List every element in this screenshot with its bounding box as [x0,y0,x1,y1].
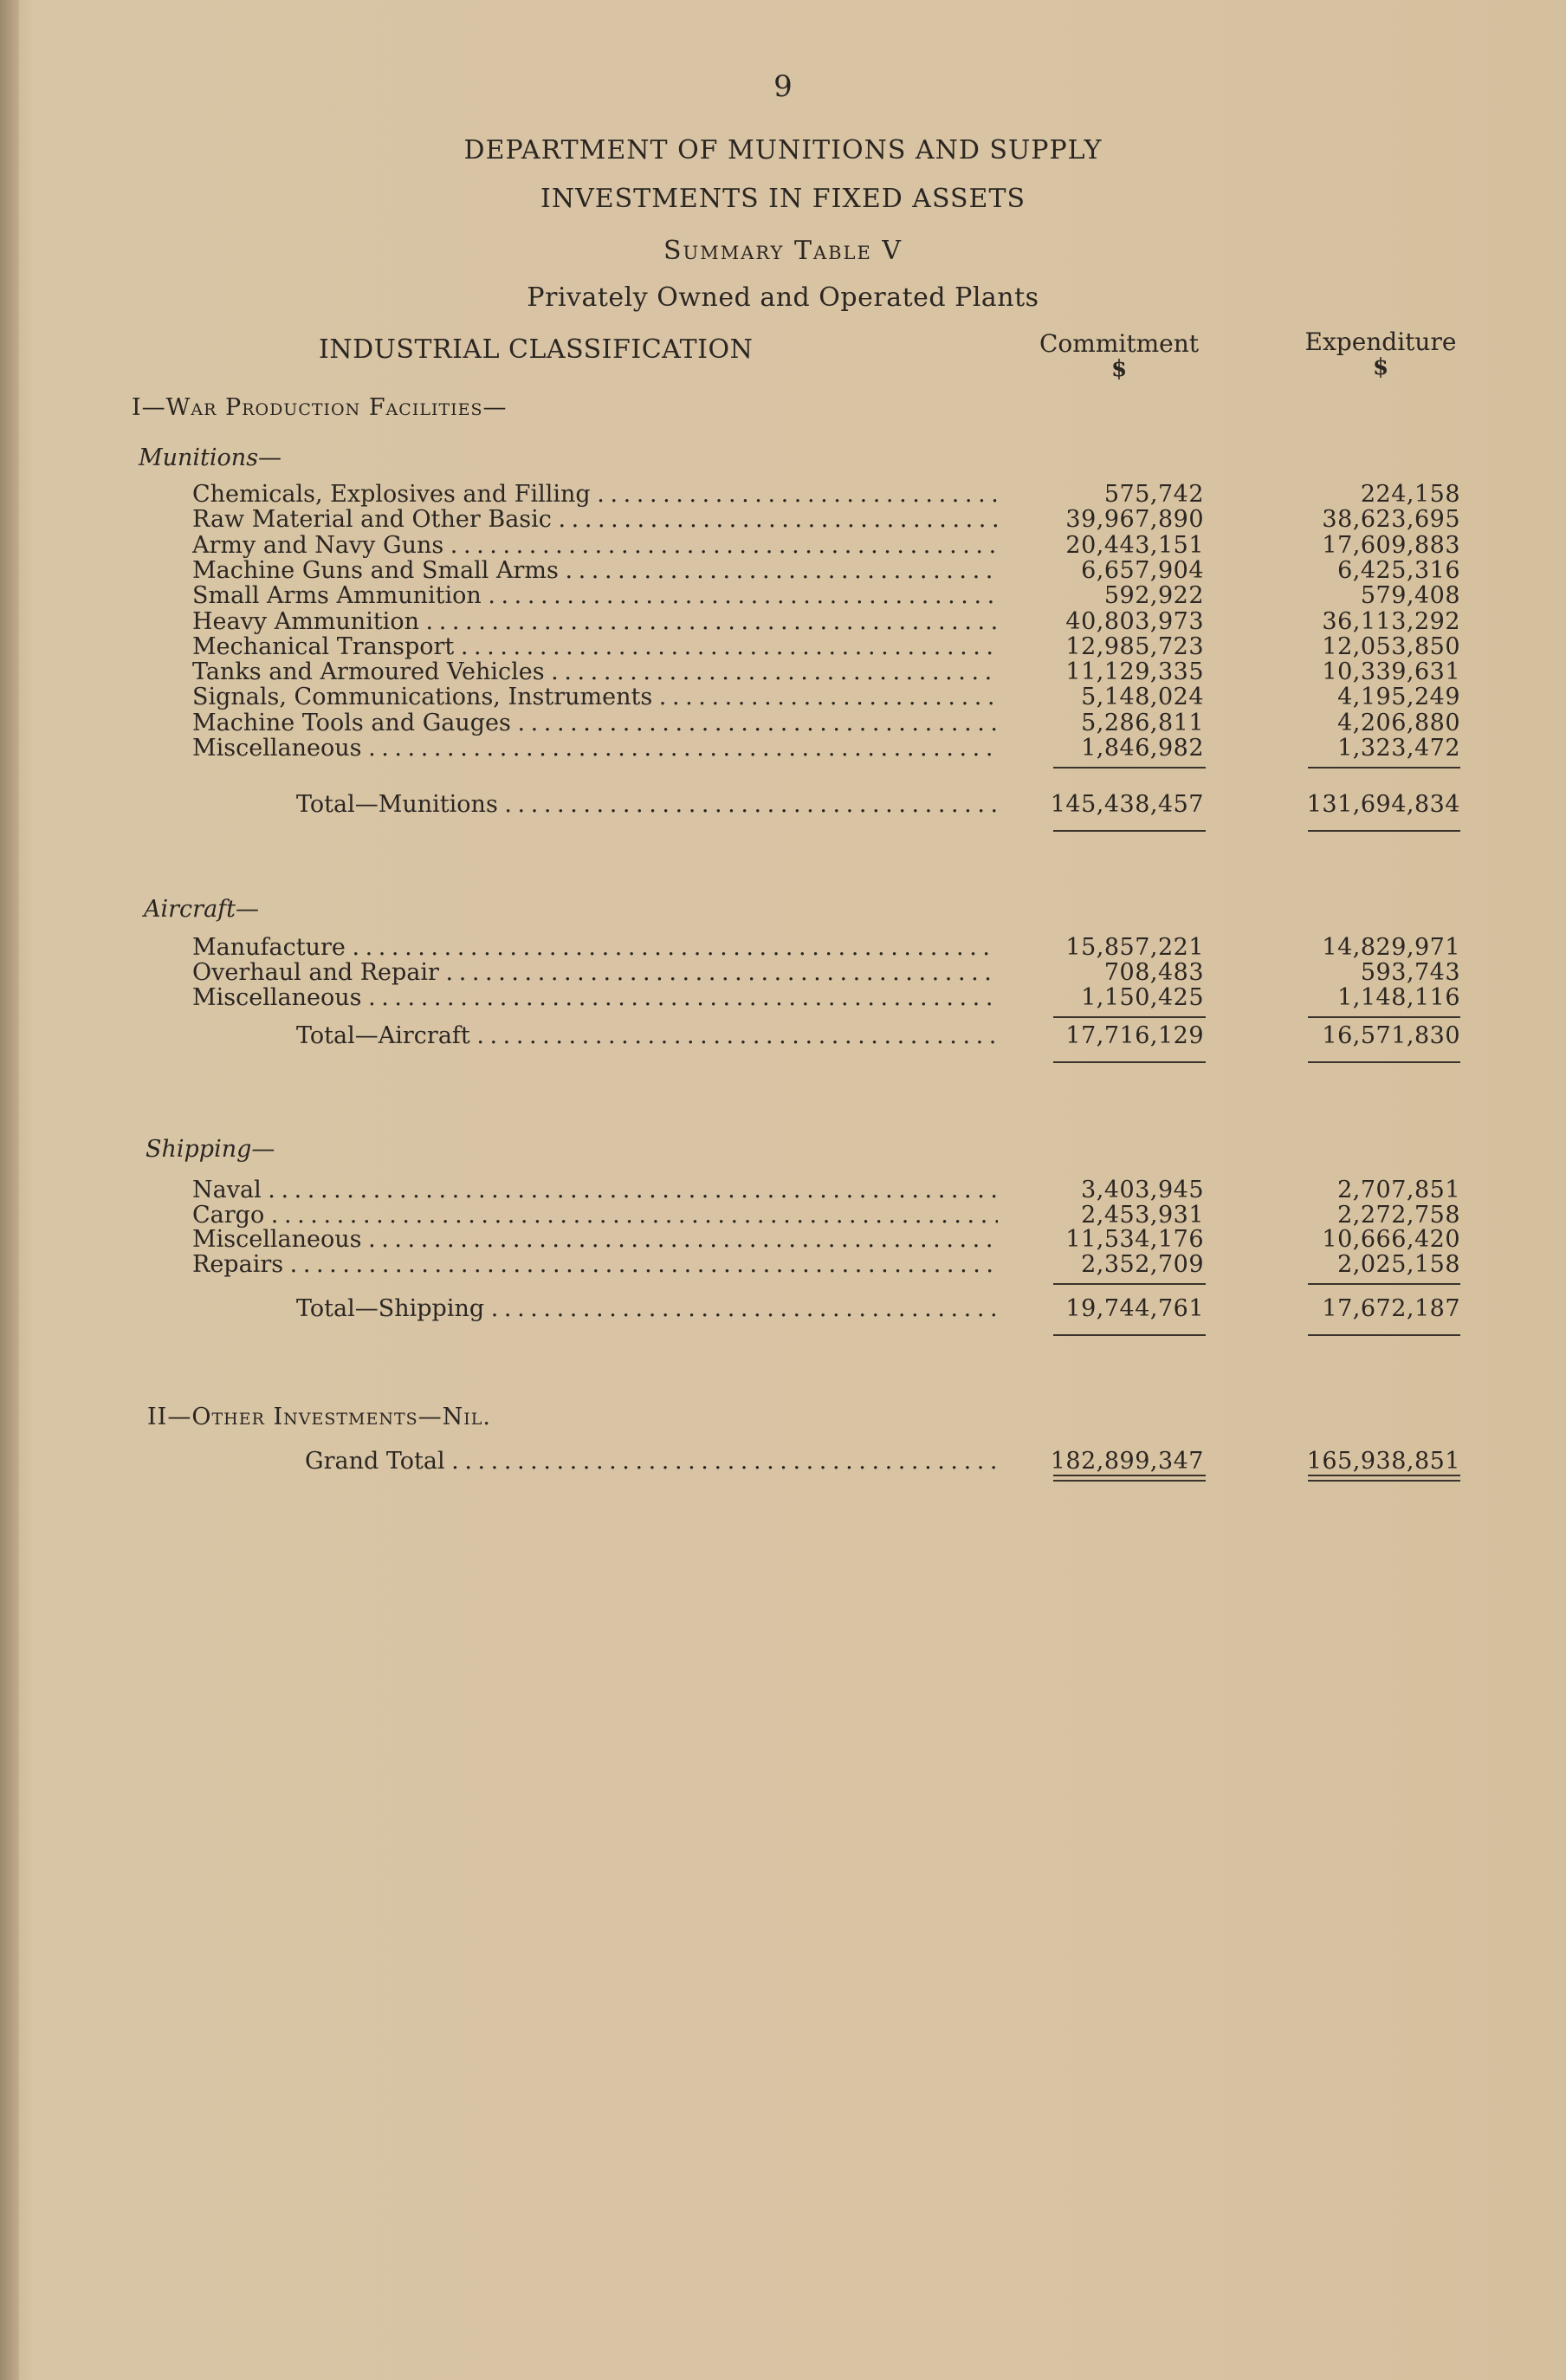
expenditure-value: 579,408 [1360,582,1460,610]
table-row [0,507,1566,532]
table-row [0,1203,1566,1228]
row-label: Manufacture . . . [192,935,998,960]
expenditure-value: 14,829,971 [1322,934,1460,961]
row-label: Signals, Communications, Instruments . . . [192,684,998,710]
commitment-value: 182,899,347 [1050,1448,1204,1475]
expenditure-value: 2,707,851 [1337,1177,1460,1203]
subtotal-rule-expenditure [1308,767,1460,768]
commitment-value: 19,744,761 [1065,1295,1204,1322]
expenditure-value: 1,148,116 [1337,984,1460,1011]
commitment-value: 15,857,221 [1065,934,1204,961]
table-row [0,1252,1566,1277]
table-row [0,609,1566,634]
table-row [0,634,1566,659]
commitment-value: 11,534,176 [1065,1226,1204,1254]
row-label: Mechanical Transport . . . [192,634,998,659]
expenditure-value: 38,623,695 [1322,506,1460,534]
expenditure-header [1285,327,1476,379]
row-label: Machine Guns and Small Arms . . . [192,558,998,583]
row-label: Miscellaneous . . . [192,1227,998,1252]
table-row [0,482,1566,507]
table-row [0,583,1566,608]
total-rule-commitment [1053,1334,1206,1336]
expenditure-value: 17,672,187 [1322,1295,1460,1322]
table-row [0,960,1566,985]
expenditure-value: 36,113,292 [1322,607,1460,635]
expenditure-value: 593,743 [1360,959,1460,986]
expenditure-header-label: Expenditure [1304,327,1457,356]
commitment-value: 1,150,425 [1081,984,1204,1011]
row-label: Small Arms Ammunition . . . [192,583,998,608]
row-label: Total—Aircraft . . . [296,1023,998,1048]
expenditure-value: 224,158 [1360,481,1460,508]
commitment-value: 39,967,890 [1065,506,1204,534]
section-other-investments: II—Other Investments—Nil. [147,1404,492,1430]
table-row [0,533,1566,558]
row-label: Cargo . . . [192,1203,998,1228]
grand-total-row [0,1449,1566,1474]
subtitle: Privately Owned and Operated Plants [527,282,1039,313]
table-row [0,558,1566,583]
total-row [0,1296,1566,1321]
expenditure-value: 10,339,631 [1322,658,1460,686]
total-row [0,1023,1566,1048]
total-rule-commitment [1053,830,1206,832]
table-row [0,1227,1566,1252]
row-label: Army and Navy Guns . . . [192,533,998,558]
total-rule-expenditure [1308,1334,1460,1336]
group-heading-munitions: Munitions— [139,444,282,471]
row-label: Grand Total . . . [305,1449,998,1474]
total-rule-expenditure [1308,1061,1460,1063]
commitment-value: 2,352,709 [1081,1251,1204,1279]
commitment-value: 145,438,457 [1050,791,1204,818]
expenditure-value: 4,206,880 [1337,709,1460,736]
expenditure-value: 16,571,830 [1322,1022,1460,1049]
commitment-value: 2,453,931 [1081,1201,1204,1229]
row-label: Chemicals, Explosives and Filling . . . [192,482,998,507]
expenditure-value: 6,425,316 [1337,556,1460,584]
investments-title: INVESTMENTS IN FIXED ASSETS [540,184,1026,214]
group-heading-aircraft: Aircraft— [144,896,260,923]
commitment-header-label: Commitment [1039,329,1199,358]
expenditure-value: 17,609,883 [1322,531,1460,559]
expenditure-value: 2,025,158 [1337,1251,1460,1279]
expenditure-unit: $ [1372,354,1389,380]
table-row [0,1177,1566,1203]
row-label: Tanks and Armoured Vehicles . . . [192,659,998,684]
row-label: Heavy Ammunition . . . [192,609,998,634]
expenditure-value: 12,053,850 [1322,632,1460,660]
subtotal-rule-commitment [1053,1283,1206,1285]
row-label: Overhaul and Repair . . . [192,960,998,985]
expenditure-value: 131,694,834 [1306,791,1460,818]
row-label: Machine Tools and Gauges . . . [192,710,998,736]
expenditure-value: 1,323,472 [1337,735,1460,762]
table-row [0,684,1566,710]
commitment-unit: $ [1110,356,1128,382]
summary-table-title: Summary Table V [663,236,903,266]
grand-total-rule-commitment [1053,1475,1206,1482]
commitment-value: 1,846,982 [1081,735,1204,762]
total-rule-expenditure [1308,830,1460,832]
commitment-header [1024,329,1214,380]
row-label: Miscellaneous . . . [192,736,998,761]
subtotal-rule-expenditure [1308,1016,1460,1018]
row-label: Naval . . . [192,1177,998,1203]
commitment-value: 11,129,335 [1065,658,1204,686]
row-label: Total—Munitions . . . [296,792,998,817]
commitment-value: 12,985,723 [1065,632,1204,660]
commitment-value: 5,148,024 [1081,684,1204,711]
classification-header: INDUSTRIAL CLASSIFICATION [319,334,754,365]
expenditure-value: 165,938,851 [1306,1448,1460,1475]
subtotal-rule-commitment [1053,767,1206,768]
department-title: DEPARTMENT OF MUNITIONS AND SUPPLY [463,135,1103,165]
commitment-value: 20,443,151 [1065,531,1204,559]
subtotal-rule-commitment [1053,1016,1206,1018]
commitment-value: 592,922 [1103,582,1204,610]
subtotal-rule-expenditure [1308,1283,1460,1285]
section-war-production: I—War Production Facilities— [132,394,508,421]
total-rule-commitment [1053,1061,1206,1063]
commitment-value: 6,657,904 [1081,556,1204,584]
expenditure-value: 2,272,758 [1337,1201,1460,1229]
commitment-value: 17,716,129 [1065,1022,1204,1049]
total-row [0,792,1566,817]
table-row [0,736,1566,761]
table-row [0,985,1566,1010]
grand-total-rule-expenditure [1308,1475,1460,1482]
table-row [0,659,1566,684]
page-number: 9 [773,69,793,104]
commitment-value: 40,803,973 [1065,607,1204,635]
table-row [0,710,1566,736]
row-label: Miscellaneous . . . [192,985,998,1010]
row-label: Raw Material and Other Basic . . . [192,507,998,532]
commitment-value: 708,483 [1103,959,1204,986]
commitment-value: 3,403,945 [1081,1177,1204,1203]
row-label: Repairs . . . [192,1252,998,1277]
table-row [0,935,1566,960]
group-heading-shipping: Shipping— [146,1136,275,1163]
commitment-value: 5,286,811 [1081,709,1204,736]
expenditure-value: 10,666,420 [1322,1226,1460,1254]
expenditure-value: 4,195,249 [1337,684,1460,711]
row-label: Total—Shipping . . . [296,1296,998,1321]
commitment-value: 575,742 [1103,481,1204,508]
